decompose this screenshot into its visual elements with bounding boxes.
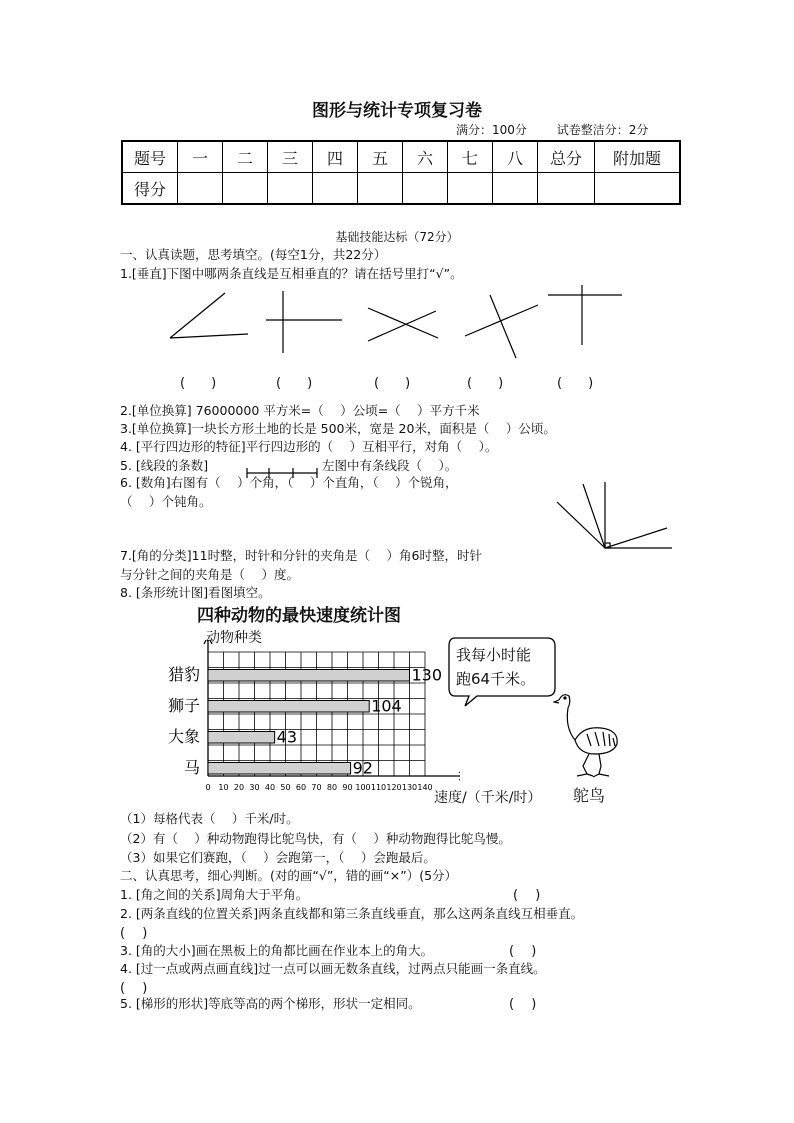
part1-heading: 一、认真读题，思考填空。(每空1分，共22分）: [120, 247, 387, 262]
category-label: 狮子: [167, 696, 200, 715]
score-header-cell: 五: [358, 141, 403, 173]
judge-2: 2. [两条直线的位置关系]两条直线都和第三条直线垂直，那么这两条直线互相垂直。: [120, 906, 584, 921]
score-table-header-row: [122, 141, 680, 173]
x-tick-label: 0: [205, 783, 211, 792]
score-header-cell: 六: [403, 141, 448, 173]
chart-title: 四种动物的最快速度统计图: [197, 606, 401, 626]
answer-paren-2[interactable]: ( ): [276, 376, 313, 391]
answer-paren-5[interactable]: ( ): [557, 376, 594, 391]
page-title: 图形与统计专项复习卷: [312, 101, 482, 121]
judge-3: 3. [角的大小]画在黑板上的角都比画在作业本上的角大。: [120, 943, 434, 958]
score-header-cell: 八: [493, 141, 538, 173]
x-tick-label: 40: [264, 783, 276, 792]
category-label: 大象: [167, 727, 200, 746]
value-label: 104: [371, 696, 402, 716]
judge-2-paren[interactable]: ( ): [120, 926, 148, 941]
score-header-cell: 一: [178, 141, 223, 173]
answer-paren-4[interactable]: ( ): [467, 376, 504, 391]
score-row-label: 得分: [122, 173, 178, 205]
question-1: 1.[垂直]下图中哪两条直线是互相垂直的？请在括号里打“√”。: [120, 266, 463, 281]
question-8-1: （1）每格代表（ ）千米/时。: [120, 811, 299, 826]
x-tick-label: 100: [355, 783, 371, 792]
full-score: 满分：100分: [456, 123, 527, 137]
bar-chart: [160, 640, 460, 810]
score-header-cell: 附加题: [595, 141, 681, 173]
bar: [208, 732, 275, 744]
chart-x-label: 速度/（千米/时）: [434, 790, 542, 806]
score-cell[interactable]: [448, 173, 493, 205]
x-tick-label: 20: [233, 783, 245, 792]
score-table: [121, 140, 681, 205]
x-tick-label: 10: [218, 783, 229, 792]
figure-4: [465, 295, 538, 358]
score-cell[interactable]: [493, 173, 538, 205]
section-title: 基础技能达标（72分）: [335, 230, 459, 244]
question-8-3: （3）如果它们赛跑，（ ）会跑第一，（ ）会跑最后。: [120, 850, 436, 865]
score-cell[interactable]: [223, 173, 268, 205]
x-tick-label: 120: [386, 783, 402, 792]
value-label: 92: [352, 758, 373, 778]
part2-heading: 二、认真思考，细心判断。(对的画“√”，错的画“×”）(5分）: [120, 868, 458, 883]
score-header-cell: 四: [313, 141, 358, 173]
figure-2: [266, 291, 342, 353]
judge-5-paren[interactable]: ( ): [509, 997, 537, 1012]
x-tick-label: 30: [249, 783, 260, 792]
question-6b: （ ）个钝角。: [120, 494, 212, 509]
score-header-cell: 总分: [538, 141, 595, 173]
ostrich-label: 鸵鸟: [573, 786, 606, 805]
neat-score: 试卷整洁分：2分: [556, 123, 649, 137]
score-cell[interactable]: [538, 173, 595, 205]
judge-1-paren[interactable]: ( ): [513, 888, 541, 903]
judge-5: 5. [梯形的形状]等底等高的两个梯形，形状一定相同。: [120, 996, 421, 1011]
score-cell[interactable]: [358, 173, 403, 205]
question-3: 3.[单位换算]一块长方形土地的长是 500米，宽是 20米，面积是（ ）公顷。: [120, 421, 556, 436]
judge-1: 1. [角之间的关系]周角大于平角。: [120, 887, 309, 902]
question-2: 2.[单位换算] 76000000 平方米=（ ）公顷=（ ）平方千米: [120, 403, 480, 418]
score-header-cell: 三: [268, 141, 313, 173]
x-tick-label: 70: [311, 783, 322, 792]
x-tick-label: 50: [280, 783, 291, 792]
score-cell[interactable]: [268, 173, 313, 205]
x-tick-label: 130: [401, 783, 418, 792]
value-label: 130: [411, 665, 443, 685]
question-8-2: （2）有（ ）种动物跑得比鸵鸟快，有（ ）种动物跑得比鸵鸟慢。: [120, 831, 511, 846]
score-cell[interactable]: [403, 173, 448, 205]
x-tick-label: 110: [370, 783, 387, 792]
answer-paren-1[interactable]: ( ): [180, 376, 217, 391]
x-tick-label: 80: [326, 783, 338, 792]
speech-text-line2: 跑64千米。: [456, 670, 536, 688]
score-info: [456, 121, 674, 138]
judge-4: 4. [过一点或两点画直线]过一点可以画无数条直线，过两点只能画一条直线。: [120, 961, 546, 976]
speech-text-line1: 我每小时能: [456, 646, 532, 664]
question-7b: 与分针之间的夹角是（ ）度。: [120, 567, 299, 582]
bar: [208, 701, 369, 713]
score-header-cell: 题号: [122, 141, 178, 173]
score-cell[interactable]: [595, 173, 681, 205]
figure-1: [170, 293, 248, 338]
category-label: 猎豹: [167, 665, 200, 684]
category-label: 马: [183, 758, 200, 777]
score-header-cell: 二: [223, 141, 268, 173]
question-7a: 7.[角的分类]11时整，时针和分针的夹角是（ ）角6时整，时针: [120, 548, 483, 563]
ostrich-icon: [553, 688, 625, 780]
x-tick-label: 60: [295, 783, 307, 792]
score-cell[interactable]: [313, 173, 358, 205]
question-5a: 5. [线段的条数]: [120, 458, 209, 473]
answer-paren-3[interactable]: ( ): [374, 376, 411, 391]
judge-4-paren[interactable]: ( ): [120, 981, 148, 996]
chart-x-ticks: [205, 783, 432, 792]
value-label: 43: [276, 727, 298, 747]
judge-3-paren[interactable]: ( ): [509, 944, 537, 959]
score-cell[interactable]: [178, 173, 223, 205]
figure-3: [368, 308, 438, 341]
angle-figure: [555, 480, 675, 552]
bar: [208, 670, 410, 682]
figure-5: [548, 285, 622, 345]
x-tick-label: 140: [417, 783, 433, 792]
x-tick-label: 90: [342, 783, 353, 792]
chart-y-label: 动物种类: [206, 630, 262, 646]
question-6a: 6. [数角]右图有（ ）个角，（ ）个直角，（ ）个锐角，: [120, 475, 458, 490]
question-4: 4. [平行四边形的特征]平行四边形的（ ）互相平行，对角（ ）。: [120, 439, 498, 454]
question-8: 8. [条形统计图]看图填空。: [120, 585, 271, 600]
perpendicular-figures: [160, 283, 640, 363]
score-header-cell: 七: [448, 141, 493, 173]
question-5b: 左图中有条线段（ ）。: [322, 458, 458, 473]
score-table-score-row: [122, 173, 680, 205]
bar: [208, 763, 351, 775]
